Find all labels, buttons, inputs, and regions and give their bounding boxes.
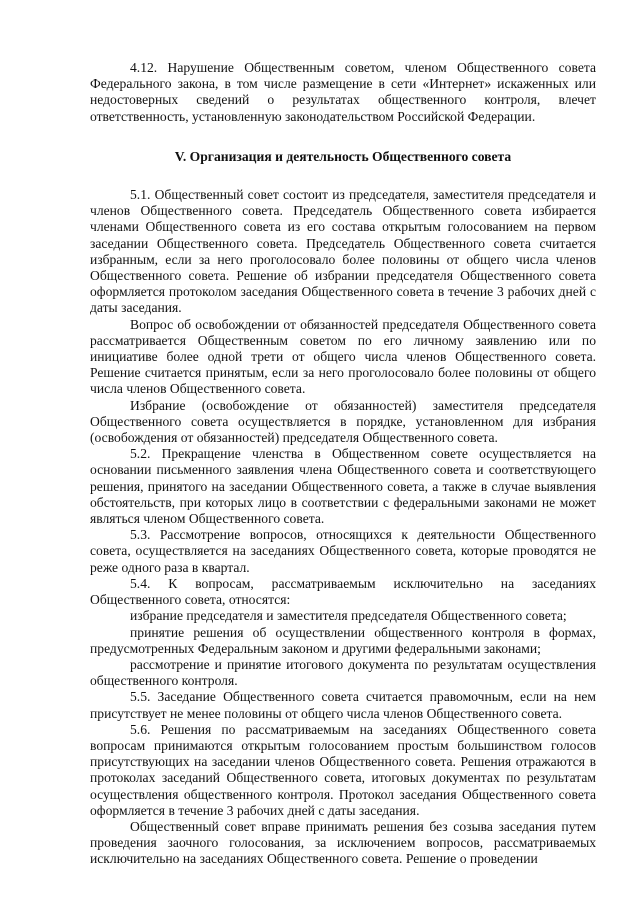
paragraph-absentee-voting: Общественный совет вправе принимать решения без созыва заседания путем проведения заочного голосования, за исключением вопросов, рассматриваемых исключительно на заседаниях Общественного совета. Решение о проведении [90,818,596,867]
paragraph-5-1: 5.1. Общественный совет состоит из председателя, заместителя председателя и членов Общественного совета. Председатель Общественного совета избирается членами Общественного совета из его состава открытым голосованием на первом заседании Общественного совета. Председатель Общественного совета считается избранным, если за него проголосовало более половины от общего числа членов Общественного совета. Решение об избрании председателя Общественного совета оформляется протоколом заседания Общественного совета в течение 3 рабочих дней с даты заседания. [90,187,596,316]
paragraph-deputy-election: Избрание (освобождение от обязанностей) заместителя председателя Общественного совета осуществляется в порядке, установленном для избрания (освобождения от обязанностей) председателя Общественного совета. [90,397,596,446]
list-item-control-decision: принятие решения об осуществлении общественного контроля в формах, предусмотренных Федеральным законом и другими федеральными законами; [90,624,596,656]
paragraph-5-3: 5.3. Рассмотрение вопросов, относящихся к деятельности Общественного совета, осуществляется на заседаниях Общественного совета, которые проводятся не реже одного раза в квартал. [90,527,596,575]
paragraph-chair-release: Вопрос об освобождении от обязанностей председателя Общественного совета рассматривается Общественным советом по его личному заявлению или по инициативе более одной трети от общего числа членов Общественного совета. Решение считается принятым, если за него проголосовало более половины от общего числа членов Общественного совета. [90,316,596,397]
paragraph-5-6: 5.6. Решения по рассматриваемым на заседаниях Общественного совета вопросам принимаются открытым голосованием простым большинством голосов присутствующих на заседании членов Общественного совета. Решения отражаются в протоколах заседаний Общественного совета, итоговых документах по результатам осуществления общественного контроля. Протокол заседания Общественного совета оформляется в течение 3 рабочих дней с даты заседания. [90,721,596,818]
paragraph-4-12: 4.12. Нарушение Общественным советом, членом Общественного совета Федерального закона, в том числе размещение в сети «Интернет» искаженных или недостоверных сведений о результатах общественного контроля, влечет ответственность, установленную законодательством Российской Федерации. [90,60,596,124]
list-item-final-document: рассмотрение и принятие итогового документа по результатам осуществления общественного контроля. [90,656,596,689]
document-page [90,60,596,868]
paragraph-5-4: 5.4. К вопросам, рассматриваемым исключительно на заседаниях Общественного совета, относятся: [90,575,596,608]
section-title: V. Организация и деятельность Общественного совета [174,148,512,164]
paragraph-5-2: 5.2. Прекращение членства в Общественном совете осуществляется на основании письменного заявления члена Общественного совета и соответствующего решения, принятого на заседании Общественного совета, а также в случае выявления обстоятельств, при которых лицо в соответствии с федеральными законами не может являться членом Общественного совета. [90,446,596,527]
list-item-election: избрание председателя и заместителя председателя Общественного совета; [130,608,567,624]
paragraph-5-5: 5.5. Заседание Общественного совета считается правомочным, если на нем присутствует не менее половины от общего числа членов Общественного совета. [90,689,596,721]
